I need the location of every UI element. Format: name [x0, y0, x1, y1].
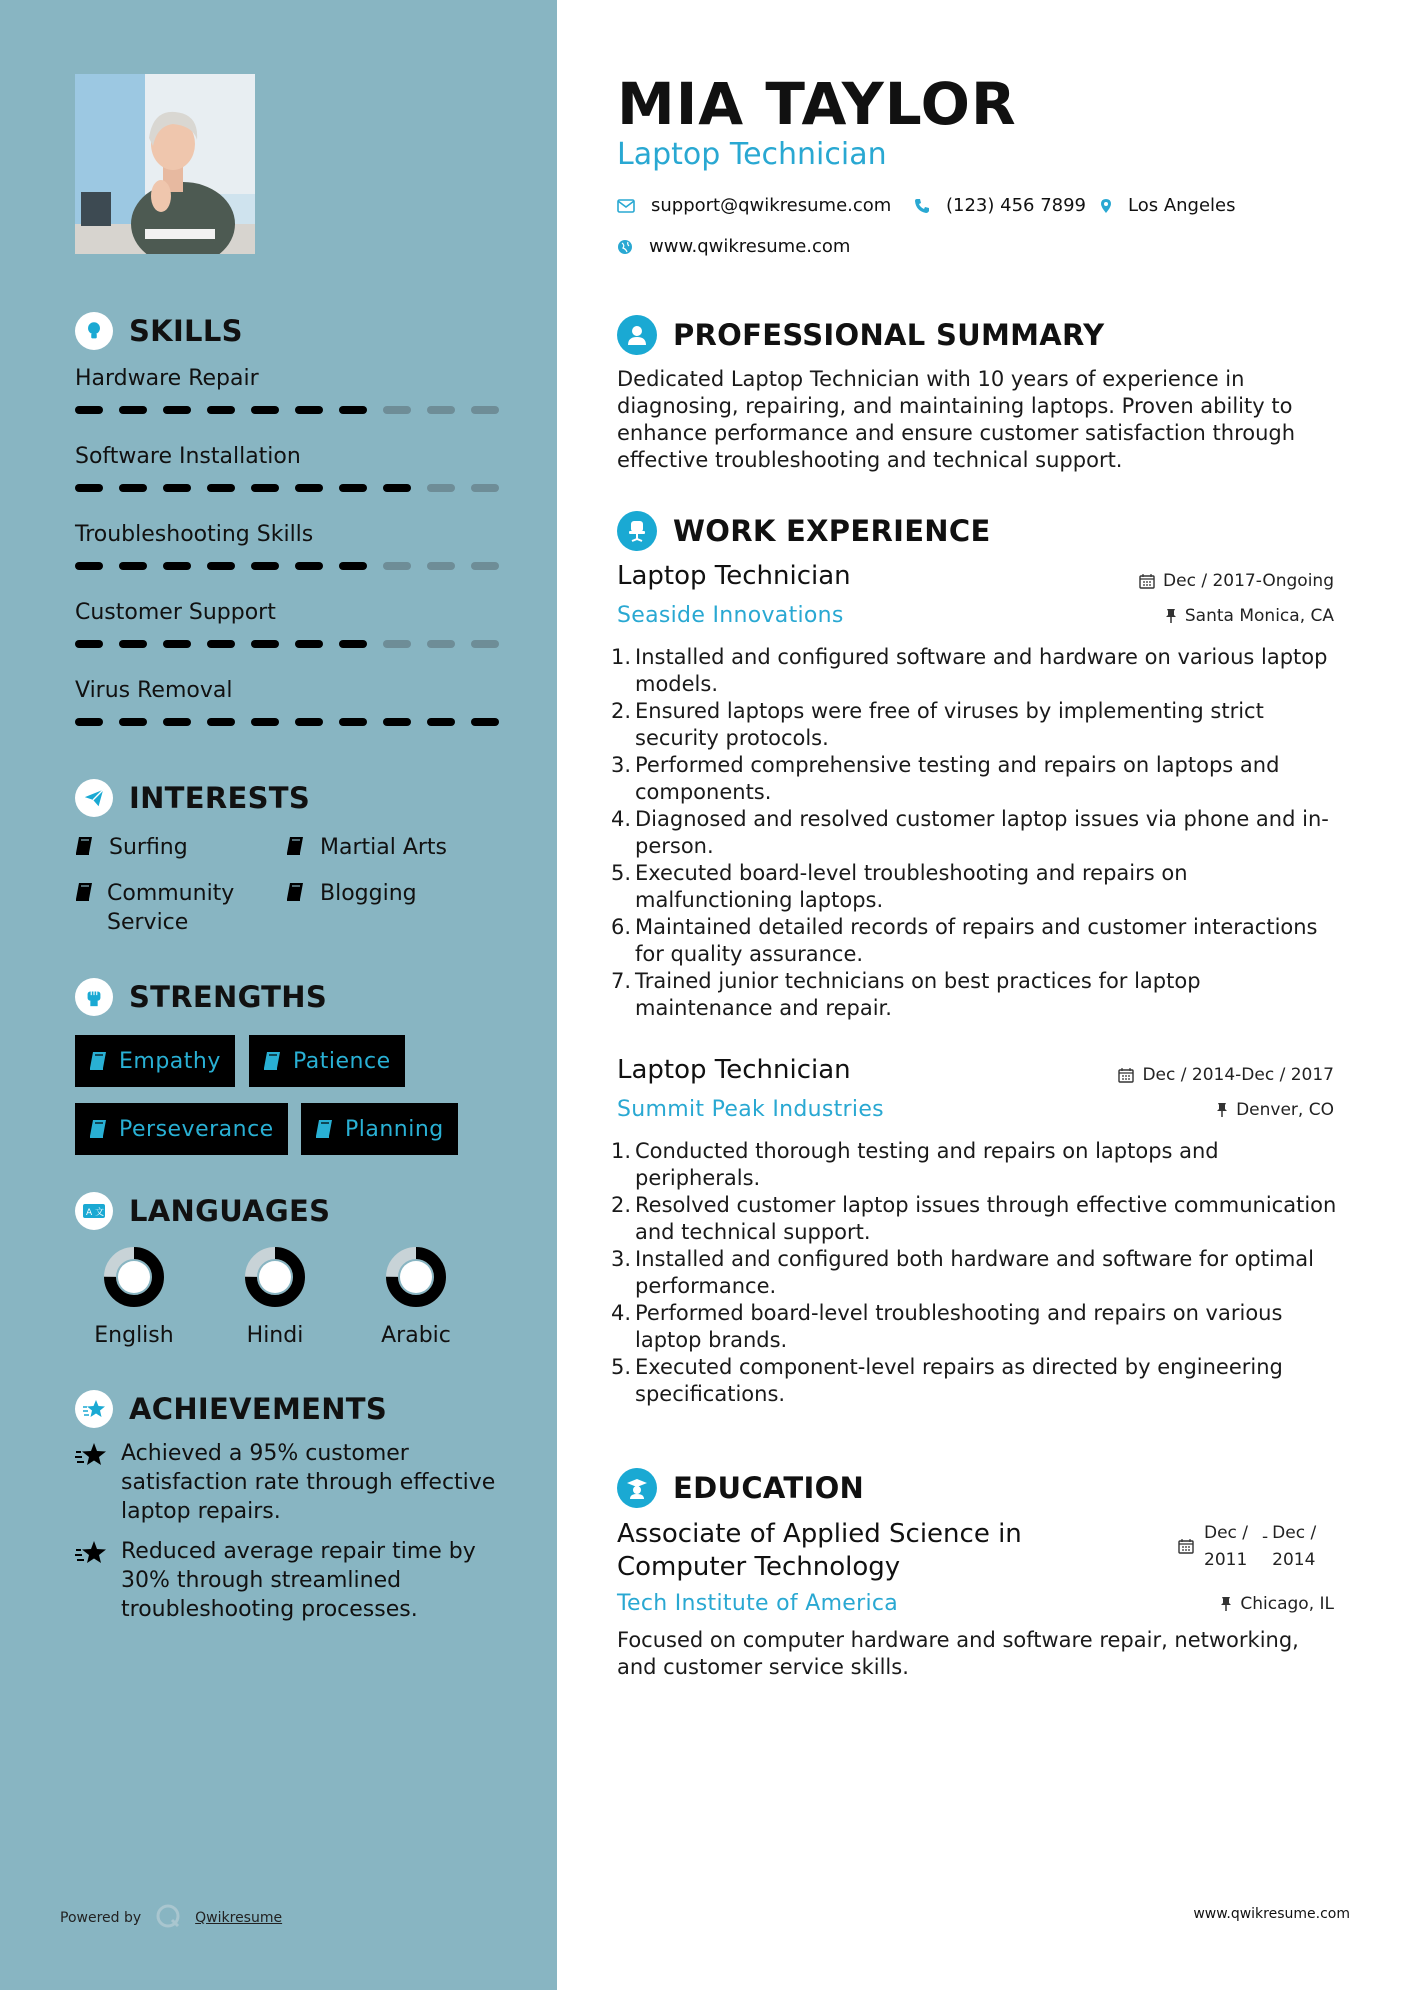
pushpin-icon — [1165, 608, 1177, 624]
skill-label: Customer Support — [75, 600, 276, 625]
book-icon — [286, 833, 306, 864]
fist-icon — [75, 978, 113, 1016]
star-icon — [75, 1439, 107, 1526]
languages-heading: A 文 LANGUAGES — [75, 1192, 330, 1230]
list-item: 3. Performed comprehensive testing and repairs on laptops and components. — [611, 753, 1280, 804]
achievement-item: Achieved a 95% customer satisfaction rate through effective laptop repairs. — [75, 1439, 505, 1526]
skill-dash-filled — [339, 406, 367, 414]
email-link[interactable]: support@qwikresume.com — [651, 195, 892, 216]
book-icon — [75, 833, 95, 864]
skill-dash-filled — [119, 406, 147, 414]
skill-dash-empty — [383, 406, 411, 414]
skill-dash-empty — [383, 562, 411, 570]
skill-dash-filled — [163, 640, 191, 648]
job-title: Laptop Technician — [617, 561, 851, 591]
achievement-item: Reduced average repair time by 30% through streamlined troubleshooting processes. — [75, 1537, 505, 1624]
skill-dash-filled — [163, 406, 191, 414]
skill-dash-filled — [119, 484, 147, 492]
skill-dash-filled — [207, 484, 235, 492]
skill-level-bar — [75, 718, 499, 726]
globe-icon — [617, 239, 633, 255]
skill-label: Troubleshooting Skills — [75, 522, 314, 547]
pushpin-icon — [1216, 1102, 1228, 1118]
skill-dash-filled — [207, 718, 235, 726]
language-level-chart — [384, 1245, 448, 1309]
lightbulb-icon — [75, 312, 113, 350]
skill-dash-empty — [471, 406, 499, 414]
contact-phone: (123) 456 7899 — [914, 195, 1086, 216]
list-item: 4. Diagnosed and resolved customer laptop issues via phone and in-person. — [611, 807, 1329, 858]
language-name: Hindi — [246, 1323, 304, 1348]
skill-label: Software Installation — [75, 444, 301, 469]
skill-dash-filled — [119, 718, 147, 726]
language-item — [361, 1245, 471, 1348]
book-icon — [89, 1119, 107, 1139]
job-dates: Dec / 2017-Ongoing — [1139, 571, 1334, 591]
strength-tag: Planning — [301, 1103, 458, 1155]
education-dates: Dec / 2011 - Dec / 2014 — [1178, 1520, 1330, 1574]
list-item: 1. Conducted thorough testing and repairs on laptops and peripherals. — [611, 1139, 1219, 1190]
school-location: Chicago, IL — [1220, 1594, 1334, 1614]
education-description: Focused on computer hardware and software repair, networking, and customer service skills. — [617, 1628, 1299, 1679]
strength-tag: Patience — [249, 1035, 405, 1087]
skill-item — [75, 522, 499, 547]
qwikresume-logo-icon — [155, 1903, 181, 1933]
sidebar — [0, 0, 557, 1990]
list-item: 4. Performed board-level troubleshooting and repairs on various laptop brands. — [611, 1301, 1283, 1352]
skill-level-bar — [75, 406, 499, 414]
interests-heading: INTERESTS — [75, 779, 310, 817]
calendar-icon — [1139, 573, 1155, 589]
language-name: Arabic — [381, 1323, 451, 1348]
skill-dash-filled — [339, 640, 367, 648]
calendar-icon — [1178, 1520, 1194, 1574]
website-link[interactable]: www.qwikresume.com — [649, 236, 851, 257]
job-title: Laptop Technician — [617, 1055, 851, 1085]
star-icon — [75, 1390, 113, 1428]
job-company: Seaside Innovations — [617, 603, 844, 628]
skill-dash-filled — [427, 718, 455, 726]
school-name: Tech Institute of America — [617, 1591, 899, 1616]
skill-dash-filled — [295, 562, 323, 570]
interest-item: Martial Arts — [286, 833, 447, 864]
book-icon — [89, 1051, 107, 1071]
book-icon — [75, 879, 93, 910]
skill-dash-empty — [427, 640, 455, 648]
profile-photo — [75, 74, 255, 254]
skill-dash-filled — [207, 406, 235, 414]
skill-dash-empty — [471, 484, 499, 492]
skill-dash-filled — [251, 718, 279, 726]
skill-dash-filled — [383, 484, 411, 492]
summary-text: Dedicated Laptop Technician with 10 years of experience in diagnosing, repairing, and maintaining laptops. Proven ability to enhance performance and ensure customer satisfaction through effective troubleshooting and technical support. — [617, 367, 1296, 472]
list-item: 7. Trained junior technicians on best practices for laptop maintenance and repair. — [611, 969, 1201, 1020]
language-item — [220, 1245, 330, 1348]
svg-text:A: A — [86, 1208, 93, 1218]
language-name: English — [94, 1323, 174, 1348]
skill-item — [75, 600, 499, 625]
skill-level-bar — [75, 562, 499, 570]
contact-email — [617, 195, 891, 216]
skill-dash-empty — [471, 640, 499, 648]
skill-dash-filled — [339, 562, 367, 570]
office-chair-icon — [617, 511, 657, 551]
job-location: Santa Monica, CA — [1165, 606, 1334, 626]
skill-dash-filled — [339, 718, 367, 726]
skill-dash-filled — [163, 484, 191, 492]
book-icon — [286, 879, 306, 910]
skill-level-bar — [75, 484, 499, 492]
calendar-icon — [1118, 1067, 1134, 1083]
job-bullets — [611, 644, 1341, 1022]
book-icon — [263, 1051, 281, 1071]
language-level-center — [259, 1261, 291, 1293]
contact-location: Los Angeles — [1100, 195, 1236, 216]
user-icon — [617, 315, 657, 355]
strengths-heading: STRENGTHS — [75, 978, 327, 1016]
skill-dash-filled — [295, 718, 323, 726]
skill-label: Virus Removal — [75, 678, 233, 703]
skill-dash-filled — [75, 562, 103, 570]
skill-dash-filled — [295, 484, 323, 492]
skill-dash-filled — [471, 718, 499, 726]
translate-icon — [75, 1192, 113, 1230]
list-item: 5. Executed board-level troubleshooting and repairs on malfunctioning laptops. — [611, 861, 1188, 912]
skill-dash-filled — [251, 484, 279, 492]
skill-label: Hardware Repair — [75, 366, 259, 391]
qwikresume-link[interactable]: Qwikresume — [195, 1910, 283, 1926]
language-level-chart — [243, 1245, 307, 1309]
envelope-icon — [617, 199, 635, 213]
skill-dash-filled — [75, 640, 103, 648]
list-item: 2. Ensured laptops were free of viruses by implementing strict security protocols. — [611, 699, 1264, 750]
interest-item: Surfing — [75, 833, 188, 864]
list-item: 3. Installed and configured both hardware and software for optimal performance. — [611, 1247, 1314, 1298]
job-bullets — [611, 1138, 1341, 1408]
graduate-icon — [617, 1468, 657, 1508]
strength-tag: Perseverance — [75, 1103, 288, 1155]
language-item — [79, 1245, 189, 1348]
skill-dash-filled — [295, 640, 323, 648]
skills-heading: SKILLS — [75, 312, 243, 350]
map-pin-icon — [1100, 198, 1112, 214]
skill-level-bar — [75, 640, 499, 648]
skill-dash-filled — [207, 562, 235, 570]
language-level-center — [118, 1261, 150, 1293]
summary-heading: PROFESSIONAL SUMMARY — [617, 315, 1104, 355]
job-location: Denver, CO — [1216, 1100, 1334, 1120]
language-level-center — [400, 1261, 432, 1293]
job-company: Summit Peak Industries — [617, 1097, 884, 1122]
skill-dash-filled — [75, 406, 103, 414]
svg-text:文: 文 — [95, 1208, 105, 1218]
achievements-heading: ACHIEVEMENTS — [75, 1390, 387, 1428]
paper-plane-icon — [75, 779, 113, 817]
skill-item — [75, 366, 499, 391]
skill-dash-filled — [75, 484, 103, 492]
skill-dash-filled — [295, 406, 323, 414]
interest-item: Blogging — [286, 879, 417, 910]
degree-title: Associate of Applied Science in Computer Technology — [617, 1519, 1022, 1582]
powered-by: Powered by Qwikresume — [60, 1903, 282, 1933]
skill-dash-filled — [383, 718, 411, 726]
experience-heading: WORK EXPERIENCE — [617, 511, 991, 551]
candidate-name: MIA TAYLOR — [617, 70, 1017, 138]
skill-dash-empty — [383, 640, 411, 648]
skill-dash-filled — [119, 562, 147, 570]
contact-website — [617, 236, 850, 257]
list-item: 2. Resolved customer laptop issues through effective communication and technical support. — [611, 1193, 1337, 1244]
skill-dash-filled — [163, 562, 191, 570]
skill-dash-empty — [427, 484, 455, 492]
skill-item — [75, 444, 499, 469]
language-level-chart — [102, 1245, 166, 1309]
skill-dash-empty — [427, 562, 455, 570]
list-item: 1. Installed and configured software and hardware on various laptop models. — [611, 645, 1328, 696]
book-icon — [315, 1119, 333, 1139]
skill-item — [75, 678, 499, 703]
pushpin-icon — [1220, 1596, 1232, 1612]
candidate-role: Laptop Technician — [617, 137, 887, 172]
education-heading: EDUCATION — [617, 1468, 864, 1508]
skill-dash-filled — [119, 640, 147, 648]
skill-dash-filled — [163, 718, 191, 726]
interest-item: Community Service — [75, 879, 265, 937]
list-item: 5. Executed component-level repairs as directed by engineering specifications. — [611, 1355, 1283, 1406]
skill-dash-filled — [75, 718, 103, 726]
skill-dash-empty — [427, 406, 455, 414]
list-item: 6. Maintained detailed records of repairs and customer interactions for quality assurance. — [611, 915, 1318, 966]
skill-dash-filled — [339, 484, 367, 492]
skill-dash-empty — [471, 562, 499, 570]
skill-dash-filled — [251, 640, 279, 648]
job-dates: Dec / 2014-Dec / 2017 — [1118, 1065, 1334, 1085]
skill-dash-filled — [251, 406, 279, 414]
footer-website[interactable]: www.qwikresume.com — [1193, 1906, 1350, 1922]
phone-icon — [914, 198, 930, 214]
skill-dash-filled — [207, 640, 235, 648]
star-icon — [75, 1537, 107, 1624]
strength-tag: Empathy — [75, 1035, 235, 1087]
skill-dash-filled — [251, 562, 279, 570]
